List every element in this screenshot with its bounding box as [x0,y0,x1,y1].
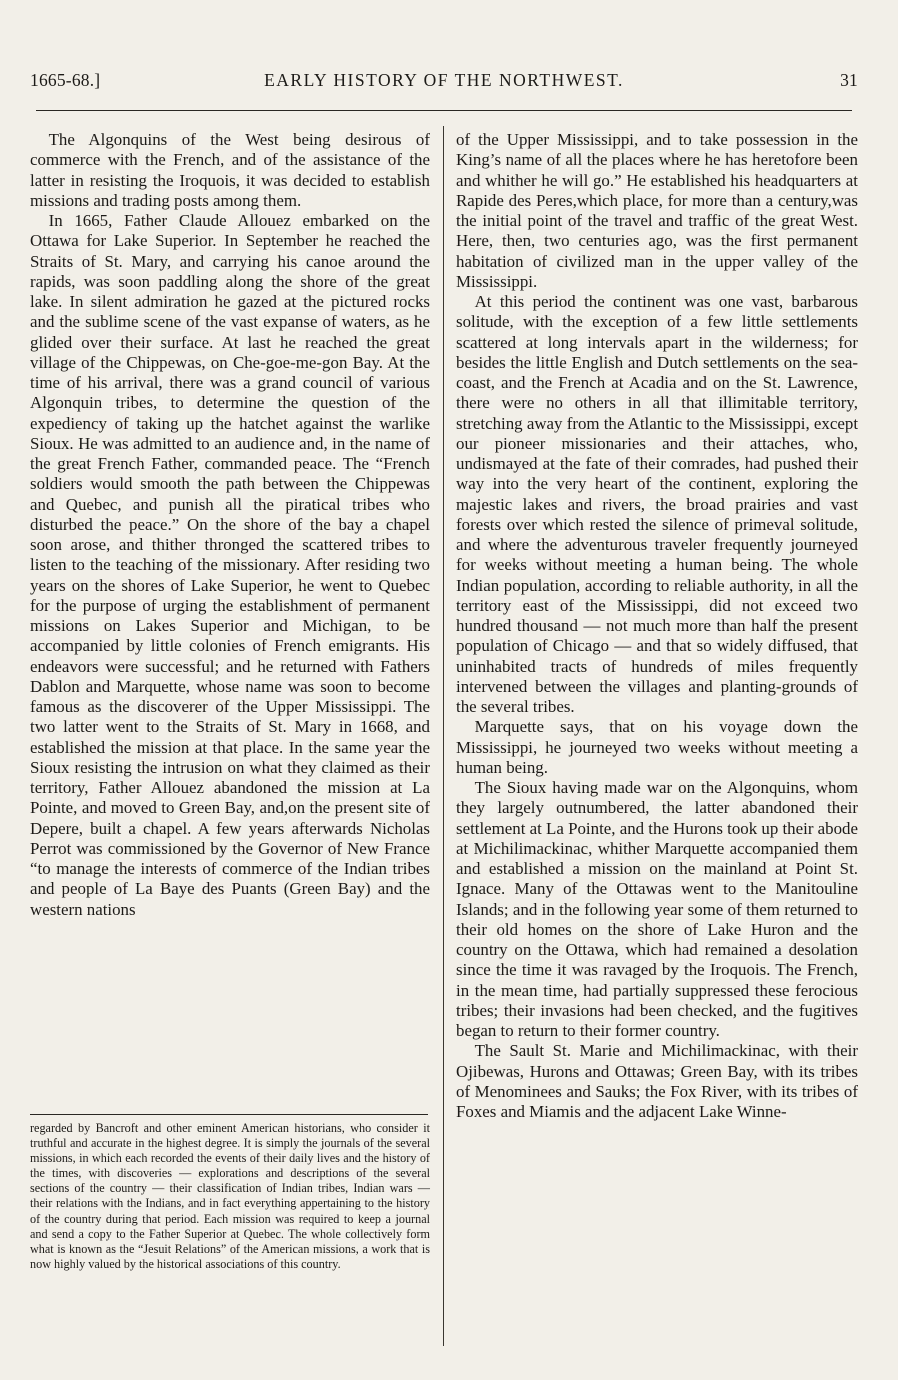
right-paragraph-2: At this period the continent was one vast, barbarous solitude, with the exception of a few little settlements scattered at long intervals apart in the wilderness; for besides the little English and Dutch settlements on the sea-coast, and the French at Acadia and on the St. Lawrence, there were no others in all that illimitable territory, stretching away from the Atlantic to the Mississippi, except our pioneer missionaries and their attaches, who, undismayed at the fate of their comrades, had pushed their way into the very heart of the continent, exploring the majestic lakes and rivers, the broad prairies and vast forests over which rested the silence of primeval solitude, and where the adventurous traveler frequently journeyed for weeks without meeting a human being. The whole Indian population, according to reliable authority, in all the territory east of the Mississippi, did not exceed two hundred thousand — not much more than half the present population of Chicago — and that so widely diffused, that uninhabited tracts of hundreds of miles frequently intervened between the villages and planting-grounds of the several tribes. [456,292,859,716]
right-paragraph-5: The Sault St. Marie and Michilimackinac, with their Ojibewas, Hurons and Ottawas; Green Bay, with its tribes of Menominees and Sauks; the Fox River, with its tribes of Foxes and Miamis and the adjacent Lake Winne- [456,1041,858,1121]
header-date-range: 1665-68.] [30,70,101,90]
left-paragraph-1: The Algonquins of the West being desirous of commerce with the French, and of the assistance of the latter in resisting the Iroquois, it was decided to establish missions and trading posts among them. [30,130,430,210]
footnote: regarded by Bancroft and other eminent American historians, who consider it truthful and accurate in the highest degree. It is simply the journals of the several missions, in which each recorded the events of their daily lives and the history of the times, with discoveries — explorations and descriptions of the several sections of the country — their classification of Indian tribes, Indian wars — their relations with the Indians, and in fact everything appertaining to the history of the country during that period. Each mission was required to keep a journal and send a copy to the Father Superior at Quebec. The whole collectively form what is known as the “Jesuit Relations” of the American missions, a work that is now highly valued by the historical associations of this country. [30,1121,430,1271]
left-paragraph-2: In 1665, Father Claude Allouez embarked on the Ottawa for Lake Superior. In September he reached the Straits of St. Mary, and carrying his canoe around the rapids, was soon paddling along the shore of the great lake. In silent admiration he gazed at the pictured rocks and the sublime scene of the vast expanse of waters, as he glided over their surface. At last he reached the great village of the Chippewas, on Che-goe-me-gon Bay. At the time of his arrival, there was a grand council of various Algonquin tribes, to determine the question of the expediency of taking up the hatchet against the warlike Sioux. He was admitted to an audience and, in the name of the great French Father, commanded peace. The “French soldiers would smooth the path between the Chippewas and Quebec, and punish all the piratical tribes who disturbed the peace.” On the shore of the bay a chapel soon arose, and thither thronged the scattered tribes to listen to the teaching of the missionary. After residing two years on the shores of Lake Superior, he went to Quebec for the purpose of urging the establishment of permanent missions on Lakes Superior and Michigan, to be accompanied by little colonies of French emigrants. His endeavors were successful; and he returned with Fathers Dablon and Marquette, whose name was soon to become famous as the discoverer of the Upper Mississippi. The two latter went to the Straits of St. Mary in 1668, and established the mission at that place. In the same year the Sioux resisting the intrusion on what they claimed as their territory, Father Allouez abandoned the mission at La Pointe, and moved to Green Bay, and,on the present site of Depere, built a chapel. A few years afterwards Nicholas Perrot was commissioned by the Governor of New France “to manage the interests of commerce of the Indian tribes and people of La Baye des Puants (Green Bay) and the western nations [30,211,430,919]
running-header [30,70,858,100]
column-divider [443,126,444,1346]
right-column [456,130,858,1122]
right-paragraph-4: The Sioux having made war on the Algonquins, whom they largely outnumbered, the latter abandoned their settlement at La Pointe, and the Hurons took up their abode at Michilimackinac, whither Marquette accompanied them and established a mission on the mainland at Point St. Ignace. Many of the Ottawas went to the Manitouline Islands; and in the following year some of them returned to their old homes on the shore of Lake Huron and the country on the Ottawa, which had remained a desolation since the time it was ravaged by the Iroquois. The French, in the mean time, had partially suppressed these ferocious tribes; their invasions had been checked, and the fugitives began to return to their former country. [456,778,858,1040]
page-number: 31 [840,70,858,90]
header-title: EARLY HISTORY OF THE NORTHWEST. [264,70,624,90]
right-paragraph-1: of the Upper Mississippi, and to take possession in the King’s name of all the places where he has heretofore been and whither he will go.” He established his headquarters at Rapide des Peres,which place, for more than a century,was the initial point of the travel and traffic of the great West. Here, then, two centuries ago, was the first permanent habitation of civilized man in the upper valley of the Mississippi. [456,130,858,291]
footnote-rule [30,1114,428,1115]
right-paragraph-3: Marquette says, that on his voyage down the Mississippi, he journeyed two weeks without meeting a human being. [456,717,858,777]
left-column [30,130,430,920]
header-rule [36,110,852,111]
